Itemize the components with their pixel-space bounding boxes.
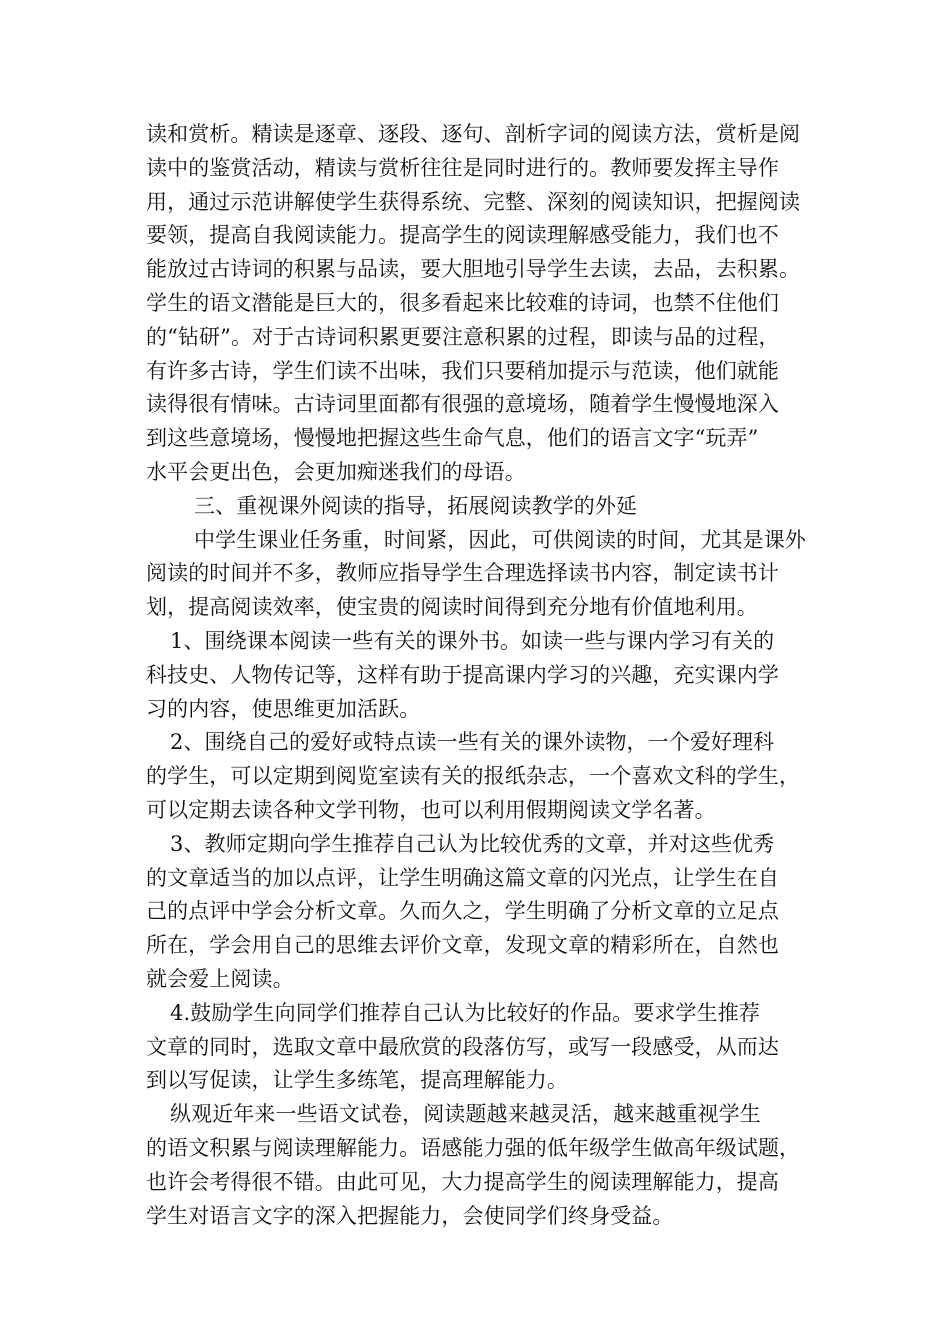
- text-line: 有许多古诗，学生们读不出味，我们只要稍加提示与范读，他们就能: [146, 358, 779, 383]
- text-line: 习的内容，使思维更加活跃。: [146, 696, 421, 721]
- text-line: 读和赏析。精读是逐章、逐段、逐句、剖析字词的阅读方法，赏析是阅: [146, 122, 801, 146]
- text-line: 就会爱上阅读。: [146, 966, 294, 991]
- text-line: 到以写促读，让学生多练笔，提高理解能力。: [146, 1068, 568, 1093]
- text-line: 到这些意境场，慢慢地把握这些生命气息，他们的语言文字“玩弄”: [146, 426, 759, 451]
- text-line: 的文章适当的加以点评，让学生明确这篇文章的闪光点，让学生在自: [146, 865, 779, 890]
- text-line: 水平会更出色，会更加痴迷我们的母语。: [146, 459, 526, 484]
- text-line: 能放过古诗词的积累与品读，要大胆地引导学生去读，去品，去积累。: [146, 257, 801, 282]
- text-line: 所在，学会用自己的思维去评价文章，发现文章的精彩所在，自然也: [146, 933, 779, 958]
- text-line: 科技史、人物传记等，这样有助于提高课内学习的兴趣，充实课内学: [146, 662, 779, 687]
- text-line: 中学生课业任务重，时间紧，因此，可供阅读的时间，尤其是课外: [194, 527, 806, 552]
- text-line: 己的点评中学会分析文章。久而久之，学生明确了分析文章的立足点: [146, 899, 779, 924]
- text-line: 阅读的时间并不多，教师应指导学生合理选择读书内容，制定读书计: [146, 561, 779, 586]
- text-line: 可以定期去读各种文学刊物，也可以利用假期阅读文学名著。: [146, 797, 716, 822]
- text-line: 文章的同时，选取文章中最欣赏的段落仿写，或写一段感受，从而达: [146, 1034, 779, 1059]
- body-text: [146, 118, 814, 1233]
- section-heading: 三、重视课外阅读的指导，拓展阅读教学的外延: [194, 493, 638, 518]
- text-line: 划，提高阅读效率，使宝贵的阅读时间得到充分地有价值地利用。: [146, 595, 758, 620]
- text-line: 也许会考得很不错。由此可见，大力提高学生的阅读理解能力，提高: [146, 1169, 779, 1194]
- text-line: 要领，提高自我阅读能力。提高学生的阅读理解感受能力，我们也不: [146, 223, 779, 248]
- text-line: 读中的鉴赏活动，精读与赏析往往是同时进行的。教师要发挥主导作: [146, 155, 779, 180]
- text-line: 的语文积累与阅读理解能力。语感能力强的低年级学生做高年级试题，: [146, 1135, 801, 1160]
- list-item-2: 2、围绕自己的爱好或特点读一些有关的课外读物，一个爱好理科: [170, 730, 775, 755]
- text-line: 读得很有情味。古诗词里面都有很强的意境场，随着学生慢慢地深入: [146, 392, 779, 417]
- list-item-1: 1、围绕课本阅读一些有关的课外书。如读一些与课内学习有关的: [170, 628, 775, 653]
- text-line: 学生的语文潜能是巨大的，很多看起来比较难的诗词，也禁不住他们: [146, 290, 779, 315]
- text-line: 用，通过示范讲解使学生获得系统、完整、深刻的阅读知识，把握阅读: [146, 189, 801, 214]
- text-line: 学生对语言文字的深入把握能力，会使同学们终身受益。: [146, 1203, 674, 1228]
- text-line: 的“钻研”。对于古诗词积累更要注意积累的过程，即读与品的过程，: [146, 324, 780, 349]
- conclusion-paragraph: 纵观近年来一些语文试卷，阅读题越来越灵活，越来越重视学生: [170, 1102, 761, 1127]
- list-item-4: 4.鼓励学生向同学们推荐自己认为比较好的作品。要求学生推荐: [170, 1000, 760, 1025]
- list-item-3: 3、教师定期向学生推荐自己认为比较优秀的文章，并对这些优秀: [170, 831, 775, 856]
- text-line: 的学生，可以定期到阅览室读有关的报纸杂志，一个喜欢文科的学生，: [146, 764, 801, 789]
